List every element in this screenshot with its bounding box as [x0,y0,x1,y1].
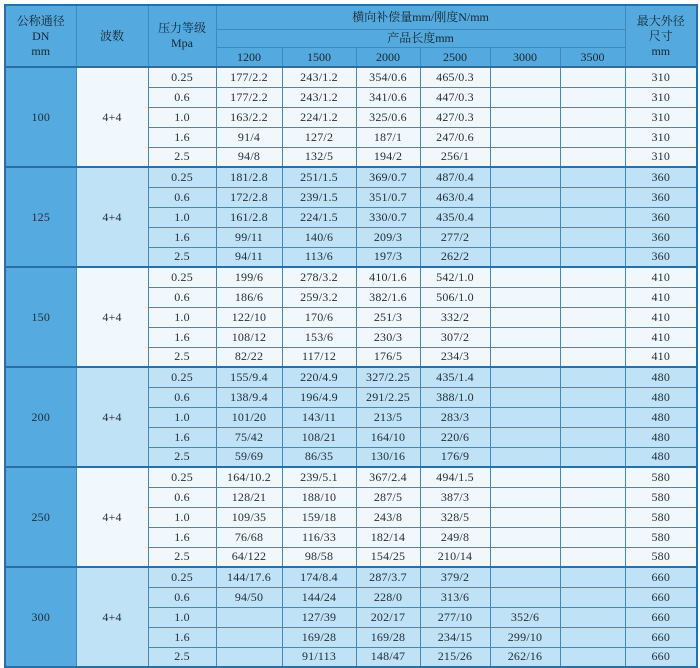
value-cell-len-3000 [490,467,560,487]
value-cell-len-1200: 64/122 [216,547,282,567]
value-cell-len-3500 [560,607,625,627]
value-cell-len-1200: 75/42 [216,427,282,447]
value-cell-len-2000: 287/3.7 [356,567,420,587]
value-cell-len-3000 [490,547,560,567]
value-cell-len-1500: 153/6 [282,327,356,347]
od-cell: 660 [625,647,697,667]
value-cell-len-3000 [490,427,560,447]
value-cell-len-2000: 164/10 [356,427,420,447]
value-cell-len-2500: 542/1.0 [420,267,490,287]
od-cell: 410 [625,307,697,327]
value-cell-len-3000 [490,267,560,287]
pressure-cell: 2.5 [148,647,216,667]
value-cell-len-2000: 382/1.6 [356,287,420,307]
pressure-cell: 0.6 [148,587,216,607]
od-cell: 410 [625,267,697,287]
value-cell-len-2500: 283/3 [420,407,490,427]
dn-cell: 250 [5,467,76,567]
value-cell-len-2500: 176/9 [420,447,490,467]
value-cell-len-3500 [560,127,625,147]
value-cell-len-2500: 465/0.3 [420,67,490,87]
waves-cell: 4+4 [76,367,148,467]
value-cell-len-2000: 228/0 [356,587,420,607]
pressure-cell: 0.25 [148,167,216,187]
dn-cell: 100 [5,67,76,167]
table-header [5,5,697,67]
header-length-2500: 2500 [420,48,490,68]
od-cell: 410 [625,327,697,347]
value-cell-len-3000 [490,167,560,187]
value-cell-len-3500 [560,467,625,487]
value-cell-len-2000: 176/5 [356,347,420,367]
pressure-cell: 1.6 [148,427,216,447]
value-cell-len-2500: 427/0.3 [420,107,490,127]
value-cell-len-1200: 164/10.2 [216,467,282,487]
value-cell-len-2500: 262/2 [420,247,490,267]
pressure-cell: 0.25 [148,267,216,287]
od-cell: 410 [625,287,697,307]
header-length-2000: 2000 [356,48,420,68]
value-cell-len-3500 [560,407,625,427]
compensation-spec-table [4,4,698,668]
value-cell-len-2500: 463/0.4 [420,187,490,207]
value-cell-len-1200: 186/6 [216,287,282,307]
value-cell-len-3000 [490,227,560,247]
value-cell-len-2000: 367/2.4 [356,467,420,487]
value-cell-len-2000: 169/28 [356,627,420,647]
pressure-cell: 1.0 [148,407,216,427]
od-cell: 580 [625,527,697,547]
value-cell-len-1500: 169/28 [282,627,356,647]
value-cell-len-2500: 494/1.5 [420,467,490,487]
value-cell-len-2500: 387/3 [420,487,490,507]
od-cell: 660 [625,587,697,607]
value-cell-len-2000: 130/16 [356,447,420,467]
value-cell-len-1500: 243/1.2 [282,87,356,107]
value-cell-len-1200: 155/9.4 [216,367,282,387]
od-cell: 580 [625,547,697,567]
value-cell-len-3000 [490,487,560,507]
value-cell-len-1200: 91/4 [216,127,282,147]
value-cell-len-1500: 196/4.9 [282,387,356,407]
value-cell-len-1200: 94/50 [216,587,282,607]
value-cell-len-1200: 144/17.6 [216,567,282,587]
pressure-cell: 1.6 [148,227,216,247]
value-cell-len-1200: 181/2.8 [216,167,282,187]
value-cell-len-2500: 435/0.4 [420,207,490,227]
value-cell-len-3500 [560,507,625,527]
value-cell-len-2000: 194/2 [356,147,420,167]
pressure-cell: 1.0 [148,507,216,527]
table-row [5,267,697,287]
value-cell-len-2500: 332/2 [420,307,490,327]
value-cell-len-3000: 299/10 [490,627,560,647]
pressure-cell: 1.6 [148,327,216,347]
value-cell-len-1200 [216,647,282,667]
value-cell-len-3500 [560,347,625,367]
value-cell-len-3000 [490,347,560,367]
value-cell-len-1200: 101/20 [216,407,282,427]
pressure-cell: 2.5 [148,147,216,167]
value-cell-len-1500: 243/1.2 [282,67,356,87]
value-cell-len-3000 [490,207,560,227]
pressure-cell: 0.25 [148,567,216,587]
value-cell-len-1200: 109/35 [216,507,282,527]
value-cell-len-2500: 388/1.0 [420,387,490,407]
value-cell-len-2500: 447/0.3 [420,87,490,107]
value-cell-len-2500: 210/14 [420,547,490,567]
value-cell-len-1200: 122/10 [216,307,282,327]
value-cell-len-3000 [490,287,560,307]
value-cell-len-3500 [560,147,625,167]
pressure-cell: 0.25 [148,67,216,87]
header-dn: 公称通径 DN mm [5,5,76,67]
value-cell-len-3500 [560,267,625,287]
pressure-cell: 0.6 [148,487,216,507]
pressure-cell: 0.6 [148,287,216,307]
value-cell-len-1500: 144/24 [282,587,356,607]
value-cell-len-1200: 82/22 [216,347,282,367]
value-cell-len-3500 [560,587,625,607]
value-cell-len-3000 [490,407,560,427]
value-cell-len-1200: 172/2.8 [216,187,282,207]
value-cell-len-1500: 239/5.1 [282,467,356,487]
value-cell-len-2500: 435/1.4 [420,367,490,387]
value-cell-len-1500: 113/6 [282,247,356,267]
pressure-cell: 2.5 [148,547,216,567]
value-cell-len-2500: 247/0.6 [420,127,490,147]
value-cell-len-2500: 328/5 [420,507,490,527]
od-cell: 310 [625,147,697,167]
value-cell-len-3500 [560,567,625,587]
value-cell-len-1500: 116/33 [282,527,356,547]
pressure-cell: 0.25 [148,467,216,487]
value-cell-len-3500 [560,647,625,667]
value-cell-len-1500: 188/10 [282,487,356,507]
value-cell-len-1500: 86/35 [282,447,356,467]
value-cell-len-3000 [490,367,560,387]
value-cell-len-1200: 108/12 [216,327,282,347]
pressure-cell: 0.6 [148,387,216,407]
value-cell-len-3500 [560,547,625,567]
value-cell-len-1500: 117/12 [282,347,356,367]
value-cell-len-1200: 177/2.2 [216,87,282,107]
value-cell-len-2000: 243/8 [356,507,420,527]
value-cell-len-2500: 487/0.4 [420,167,490,187]
value-cell-len-3000 [490,307,560,327]
value-cell-len-1200: 59/69 [216,447,282,467]
header-compensation-span: 横向补偿量mm/刚度N/mm [216,5,625,30]
value-cell-len-2000: 251/3 [356,307,420,327]
value-cell-len-2000: 291/2.25 [356,387,420,407]
value-cell-len-1200: 94/11 [216,247,282,267]
value-cell-len-1500: 224/1.5 [282,207,356,227]
value-cell-len-2000: 213/5 [356,407,420,427]
value-cell-len-1500: 259/3.2 [282,287,356,307]
value-cell-len-1500: 159/18 [282,507,356,527]
table-row [5,167,697,187]
pressure-cell: 0.6 [148,87,216,107]
value-cell-len-3500 [560,187,625,207]
dn-cell: 150 [5,267,76,367]
value-cell-len-2000: 202/17 [356,607,420,627]
waves-cell: 4+4 [76,567,148,667]
pressure-cell: 1.6 [148,127,216,147]
value-cell-len-2500: 234/15 [420,627,490,647]
value-cell-len-2000: 341/0.6 [356,87,420,107]
dn-cell: 200 [5,367,76,467]
od-cell: 310 [625,127,697,147]
value-cell-len-3000 [490,447,560,467]
value-cell-len-3000 [490,187,560,207]
od-cell: 310 [625,87,697,107]
value-cell-len-3500 [560,487,625,507]
value-cell-len-1200: 199/6 [216,267,282,287]
value-cell-len-3500 [560,307,625,327]
header-pressure: 压力等级 Mpa [148,5,216,67]
value-cell-len-3000 [490,247,560,267]
header-length-1500: 1500 [282,48,356,68]
waves-cell: 4+4 [76,67,148,167]
od-cell: 660 [625,607,697,627]
od-cell: 360 [625,207,697,227]
value-cell-len-3000 [490,147,560,167]
value-cell-len-1500: 127/2 [282,127,356,147]
pressure-cell: 0.6 [148,187,216,207]
value-cell-len-3500 [560,207,625,227]
value-cell-len-1500: 224/1.2 [282,107,356,127]
od-cell: 480 [625,387,697,407]
value-cell-len-3000 [490,327,560,347]
value-cell-len-1200: 163/2.2 [216,107,282,127]
value-cell-len-2000: 330/0.7 [356,207,420,227]
value-cell-len-3500 [560,167,625,187]
pressure-cell: 1.0 [148,207,216,227]
value-cell-len-1500: 239/1.5 [282,187,356,207]
value-cell-len-1200 [216,607,282,627]
od-cell: 660 [625,627,697,647]
value-cell-len-2500: 313/6 [420,587,490,607]
value-cell-len-3500 [560,387,625,407]
header-length-3500: 3500 [560,48,625,68]
value-cell-len-3500 [560,527,625,547]
od-cell: 480 [625,427,697,447]
table-row [5,367,697,387]
value-cell-len-3000 [490,127,560,147]
od-cell: 360 [625,227,697,247]
pressure-cell: 1.0 [148,607,216,627]
value-cell-len-3500 [560,627,625,647]
value-cell-len-2500: 256/1 [420,147,490,167]
value-cell-len-3500 [560,247,625,267]
od-cell: 660 [625,567,697,587]
od-cell: 310 [625,107,697,127]
value-cell-len-1500: 108/21 [282,427,356,447]
value-cell-len-3500 [560,107,625,127]
value-cell-len-1500: 132/5 [282,147,356,167]
pressure-cell: 2.5 [148,447,216,467]
value-cell-len-3000 [490,387,560,407]
value-cell-len-1500: 174/8.4 [282,567,356,587]
value-cell-len-2000: 325/0.6 [356,107,420,127]
table-row [5,67,697,87]
od-cell: 580 [625,467,697,487]
value-cell-len-2500: 249/8 [420,527,490,547]
value-cell-len-2500: 215/26 [420,647,490,667]
waves-cell: 4+4 [76,267,148,367]
value-cell-len-3500 [560,227,625,247]
waves-cell: 4+4 [76,167,148,267]
value-cell-len-1500: 127/39 [282,607,356,627]
value-cell-len-2000: 187/1 [356,127,420,147]
od-cell: 480 [625,407,697,427]
od-cell: 360 [625,247,697,267]
dn-cell: 125 [5,167,76,267]
value-cell-len-3500 [560,327,625,347]
value-cell-len-1200: 99/11 [216,227,282,247]
dn-cell: 300 [5,567,76,667]
value-cell-len-2000: 327/2.25 [356,367,420,387]
waves-cell: 4+4 [76,467,148,567]
value-cell-len-1200: 94/8 [216,147,282,167]
value-cell-len-3000 [490,527,560,547]
value-cell-len-3000 [490,67,560,87]
value-cell-len-2000: 182/14 [356,527,420,547]
value-cell-len-2000: 287/5 [356,487,420,507]
table-row [5,567,697,587]
header-row-top [5,5,697,30]
value-cell-len-2500: 234/3 [420,347,490,367]
header-product-length: 产品长度mm [216,30,625,48]
value-cell-len-1500: 170/6 [282,307,356,327]
pressure-cell: 2.5 [148,247,216,267]
value-cell-len-3500 [560,87,625,107]
value-cell-len-2000: 351/0.7 [356,187,420,207]
value-cell-len-3000 [490,107,560,127]
pressure-cell: 1.0 [148,107,216,127]
value-cell-len-1200: 161/2.8 [216,207,282,227]
value-cell-len-1200: 138/9.4 [216,387,282,407]
value-cell-len-1500: 143/11 [282,407,356,427]
od-cell: 310 [625,67,697,87]
header-length-3000: 3000 [490,48,560,68]
value-cell-len-2500: 307/2 [420,327,490,347]
value-cell-len-2500: 277/2 [420,227,490,247]
od-cell: 360 [625,187,697,207]
value-cell-len-3500 [560,447,625,467]
value-cell-len-2500: 277/10 [420,607,490,627]
od-cell: 480 [625,367,697,387]
value-cell-len-1500: 98/58 [282,547,356,567]
value-cell-len-1500: 278/3.2 [282,267,356,287]
table-body [5,67,697,667]
value-cell-len-2000: 154/25 [356,547,420,567]
value-cell-len-1500: 91/113 [282,647,356,667]
value-cell-len-2000: 410/1.6 [356,267,420,287]
value-cell-len-3500 [560,67,625,87]
value-cell-len-2500: 220/6 [420,427,490,447]
value-cell-len-3000: 262/16 [490,647,560,667]
value-cell-len-2000: 148/47 [356,647,420,667]
pressure-cell: 0.25 [148,367,216,387]
value-cell-len-1500: 251/1.5 [282,167,356,187]
value-cell-len-3000 [490,587,560,607]
value-cell-len-2000: 230/3 [356,327,420,347]
value-cell-len-1200: 76/68 [216,527,282,547]
od-cell: 580 [625,507,697,527]
header-length-1200: 1200 [216,48,282,68]
od-cell: 580 [625,487,697,507]
value-cell-len-1200: 177/2.2 [216,67,282,87]
value-cell-len-3000 [490,87,560,107]
value-cell-len-2000: 209/3 [356,227,420,247]
value-cell-len-1500: 220/4.9 [282,367,356,387]
pressure-cell: 2.5 [148,347,216,367]
pressure-cell: 1.6 [148,627,216,647]
value-cell-len-2000: 369/0.7 [356,167,420,187]
value-cell-len-2500: 379/2 [420,567,490,587]
table-row [5,467,697,487]
value-cell-len-3000: 352/6 [490,607,560,627]
value-cell-len-3500 [560,367,625,387]
value-cell-len-3500 [560,287,625,307]
value-cell-len-2000: 197/3 [356,247,420,267]
header-waves: 波数 [76,5,148,67]
value-cell-len-3500 [560,427,625,447]
value-cell-len-3000 [490,567,560,587]
od-cell: 360 [625,167,697,187]
od-cell: 410 [625,347,697,367]
value-cell-len-3000 [490,507,560,527]
pressure-cell: 1.0 [148,307,216,327]
header-od: 最大外径 尺寸 mm [625,5,697,67]
value-cell-len-1500: 140/6 [282,227,356,247]
value-cell-len-2000: 354/0.6 [356,67,420,87]
pressure-cell: 1.6 [148,527,216,547]
od-cell: 480 [625,447,697,467]
value-cell-len-2500: 506/1.0 [420,287,490,307]
value-cell-len-1200 [216,627,282,647]
value-cell-len-1200: 128/21 [216,487,282,507]
